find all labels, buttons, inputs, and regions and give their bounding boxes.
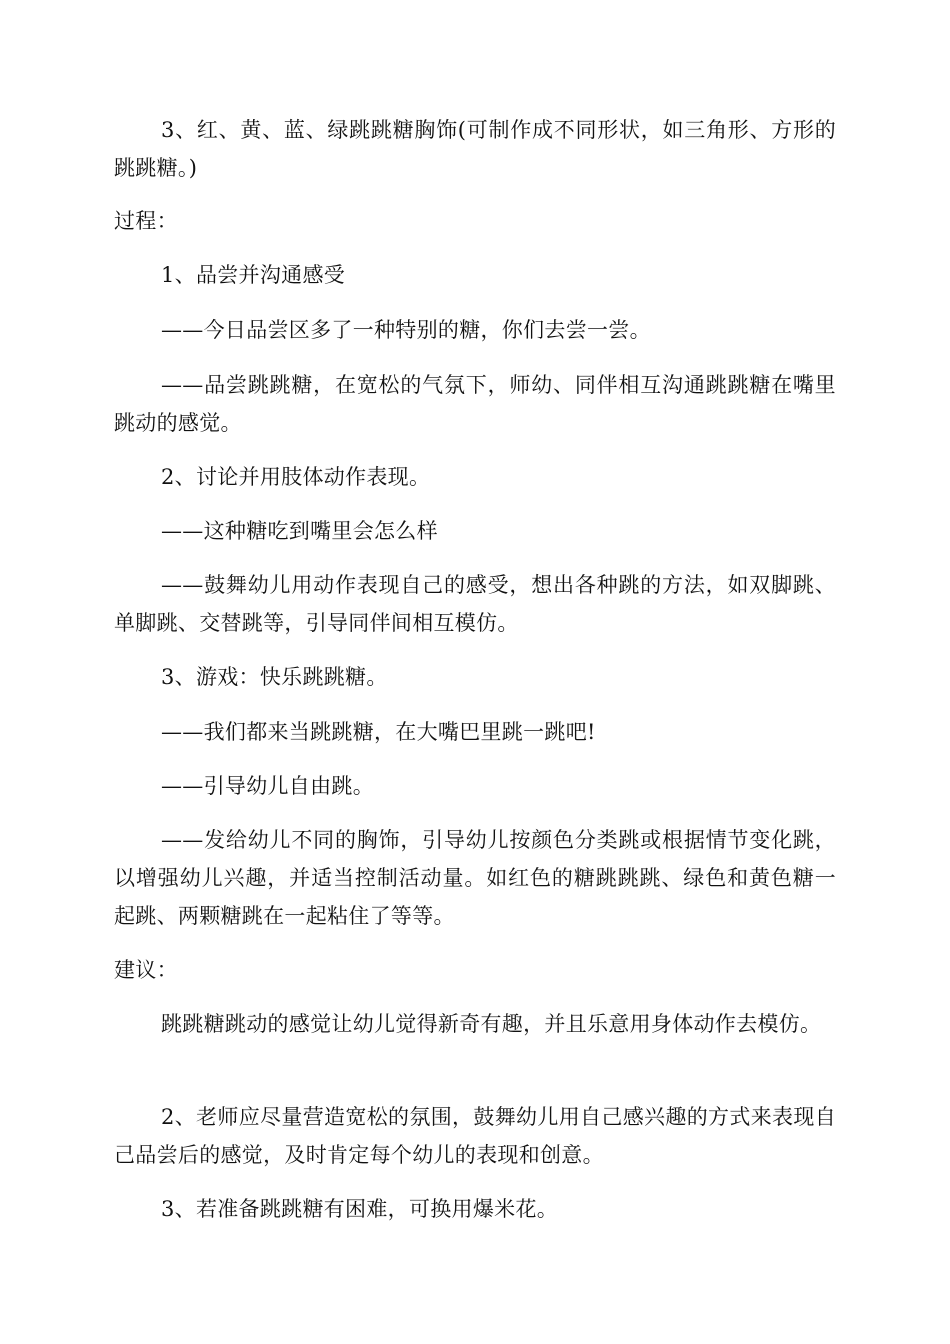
paragraph-suggestion-3: 3、若准备跳跳糖有困难，可换用爆米花。 — [161, 1197, 559, 1221]
paragraph-step-3: 3、游戏：快乐跳跳糖。 — [161, 665, 388, 689]
paragraph-step-3-c: ——发给幼儿不同的胸饰，引导幼儿按颜色分类跳或根据情节变化跳，以增强幼儿兴趣，并适当控制活动量。如红色的糖跳跳跳、绿色和黄色糖一起跳、两颗糖跳在一起粘住了等等。 — [114, 828, 836, 928]
heading-process: 过程： — [114, 209, 178, 233]
paragraph-step-2-a: ——这种糖吃到嘴里会怎么样 — [161, 519, 438, 543]
paragraph-step-3-a: ——我们都来当跳跳糖，在大嘴巴里跳一跳吧! — [161, 720, 596, 744]
paragraph-step-1-a: ——今日品尝区多了一种特别的糖，你们去尝一尝。 — [161, 318, 651, 342]
paragraph-step-2-b: ——鼓舞幼儿用动作表现自己的感受，想出各种跳的方法，如双脚跳、单脚跳、交替跳等，引导同伴间相互模仿。 — [114, 573, 836, 635]
paragraph-step-1: 1、品尝并沟通感受 — [161, 263, 346, 287]
paragraph-suggestion-1: 跳跳糖跳动的感觉让幼儿觉得新奇有趣，并且乐意用身体动作去模仿。 — [161, 1012, 822, 1036]
heading-suggestions: 建议： — [114, 958, 178, 982]
paragraph-step-3-b: ——引导幼儿自由跳。 — [161, 774, 374, 798]
paragraph-materials-badges: 3、红、黄、蓝、绿跳跳糖胸饰(可制作成不同形状，如三角形、方形的跳跳糖。) — [114, 118, 836, 180]
paragraph-step-2: 2、讨论并用肢体动作表现。 — [161, 465, 431, 489]
paragraph-suggestion-2: 2、老师应尽量营造宽松的氛围，鼓舞幼儿用自己感兴趣的方式来表现自己品尝后的感觉，及时肯定每个幼儿的表现和创意。 — [114, 1105, 836, 1167]
paragraph-step-1-b: ——品尝跳跳糖，在宽松的气氛下，师幼、同伴相互沟通跳跳糖在嘴里跳动的感觉。 — [114, 373, 836, 435]
